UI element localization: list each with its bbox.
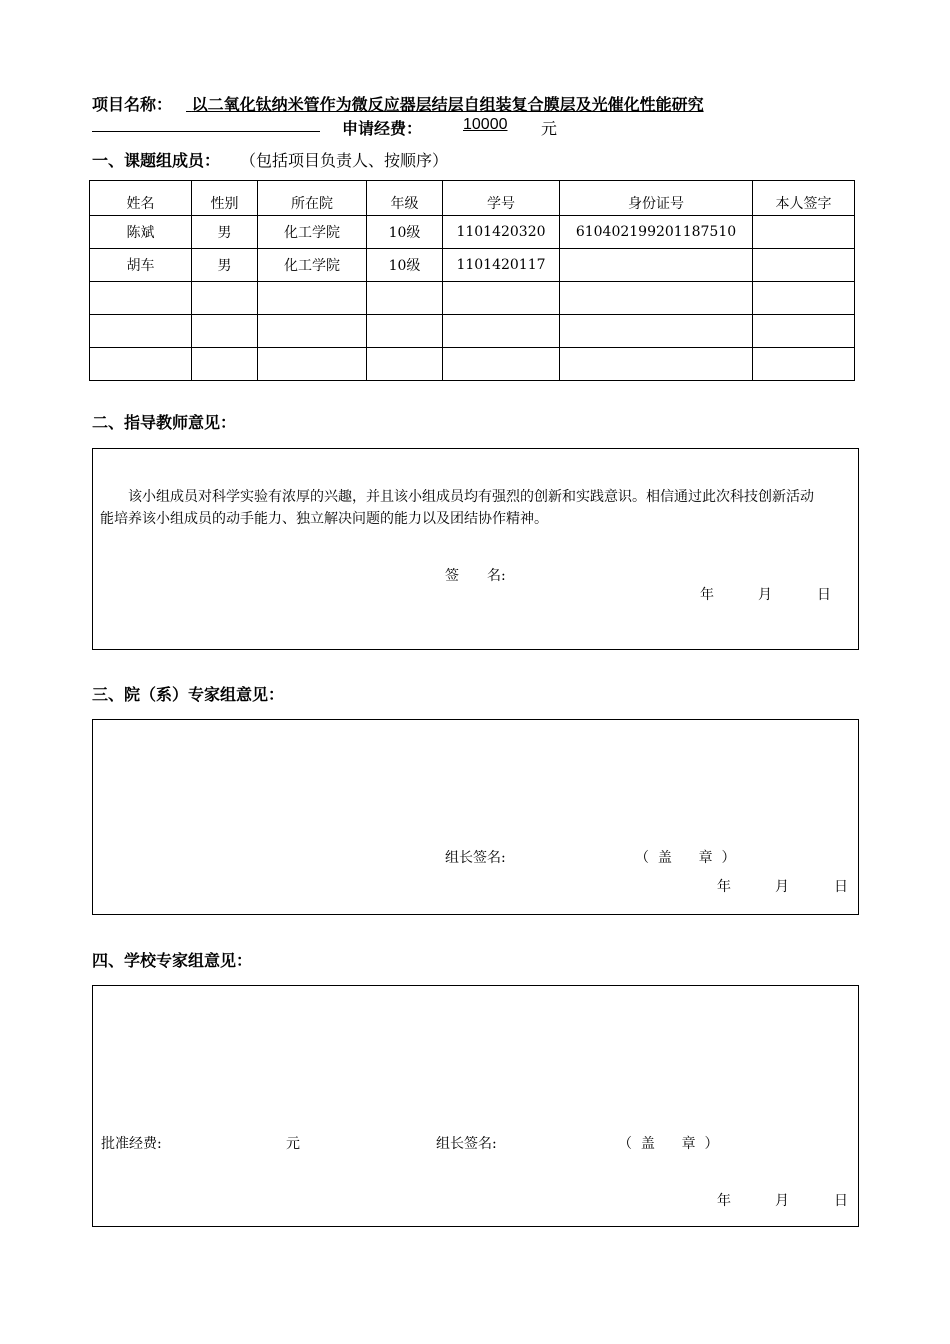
member-signature: [753, 348, 855, 381]
project-label: 项目名称：: [92, 95, 173, 114]
members-header-row: [90, 181, 855, 216]
advisor-opinion-text: 该小组成员对科学实验有浓厚的兴趣，并且该小组成员均有强烈的创新和实践意识。相信通过此次科技创新活动能培养该小组成员的动手能力、独立解决问题的能力以及团结协作精神。: [100, 489, 814, 527]
section1-title: 一、课题组成员：: [92, 151, 221, 170]
member-gender: [192, 315, 258, 348]
member-id-card: [560, 348, 753, 381]
approved-funding-unit: 元: [286, 1136, 300, 1152]
table-row: [90, 282, 855, 315]
school-date-year: 年: [717, 1193, 731, 1209]
member-grade: 10级: [367, 216, 443, 249]
college-sign-label: 组长签名:: [445, 850, 506, 866]
funding-unit: 元: [541, 119, 558, 138]
member-grade: 10级: [367, 249, 443, 282]
col-header-signature: 本人签字: [753, 181, 855, 216]
member-student-id: 1101420320: [443, 216, 560, 249]
member-student-id: [443, 315, 560, 348]
table-row: [90, 216, 855, 249]
advisor-sign-label: 签 名:: [445, 568, 506, 584]
member-id-card: 610402199201187510: [560, 216, 753, 249]
table-row: [90, 348, 855, 381]
college-date-month: 月: [775, 879, 789, 895]
member-grade: [367, 282, 443, 315]
col-header-id-card: 身份证号: [560, 181, 753, 216]
member-gender: 男: [192, 249, 258, 282]
member-grade: [367, 315, 443, 348]
member-college: [258, 315, 367, 348]
member-name: [90, 282, 192, 315]
funding-label: 申请经费：: [342, 119, 423, 138]
advisor-date-day: 日: [817, 587, 831, 603]
college-opinion-box: [92, 719, 859, 915]
member-college: [258, 348, 367, 381]
member-id-card: [560, 282, 753, 315]
college-seal-label: （ 盖 章 ）: [635, 850, 736, 866]
member-id-card: [560, 315, 753, 348]
col-header-student-id: 学号: [443, 181, 560, 216]
member-signature: [753, 249, 855, 282]
member-gender: [192, 348, 258, 381]
project-name: 以二氧化钛纳米管作为微反应器层结层自组装复合膜层及光催化性能研究: [191, 95, 704, 114]
member-college: [258, 282, 367, 315]
approved-funding-label: 批准经费:: [101, 1136, 162, 1152]
advisor-opinion-box: [92, 448, 859, 650]
school-date-month: 月: [775, 1193, 789, 1209]
member-signature: [753, 315, 855, 348]
school-opinion-box: [92, 985, 859, 1227]
member-gender: 男: [192, 216, 258, 249]
member-college: 化工学院: [258, 216, 367, 249]
advisor-date-year: 年: [700, 587, 714, 603]
section1-note: （包括项目负责人、按顺序）: [240, 151, 449, 170]
project-name-underline: [92, 131, 320, 132]
member-name: [90, 315, 192, 348]
col-header-college: 所在院: [258, 181, 367, 216]
member-gender: [192, 282, 258, 315]
col-header-grade: 年级: [367, 181, 443, 216]
member-name: [90, 348, 192, 381]
member-name: 陈斌: [90, 216, 192, 249]
members-table: [89, 180, 855, 381]
table-row: [90, 249, 855, 282]
member-student-id: 1101420117: [443, 249, 560, 282]
section3-title: 三、院（系）专家组意见：: [92, 685, 285, 704]
member-college: 化工学院: [258, 249, 367, 282]
advisor-date-month: 月: [758, 587, 772, 603]
funding-value: 10000: [463, 116, 508, 133]
member-grade: [367, 348, 443, 381]
school-seal-label: （ 盖 章 ）: [618, 1136, 719, 1152]
college-date-year: 年: [717, 879, 731, 895]
member-signature: [753, 282, 855, 315]
school-date-day: 日: [834, 1193, 848, 1209]
member-id-card: [560, 249, 753, 282]
member-signature: [753, 216, 855, 249]
table-row: [90, 315, 855, 348]
member-student-id: [443, 348, 560, 381]
member-name: 胡车: [90, 249, 192, 282]
member-student-id: [443, 282, 560, 315]
section4-title: 四、学校专家组意见：: [92, 951, 253, 970]
col-header-name: 姓名: [90, 181, 192, 216]
col-header-gender: 性别: [192, 181, 258, 216]
section2-title: 二、指导教师意见：: [92, 413, 237, 432]
college-date-day: 日: [834, 879, 848, 895]
school-sign-label: 组长签名:: [436, 1136, 497, 1152]
